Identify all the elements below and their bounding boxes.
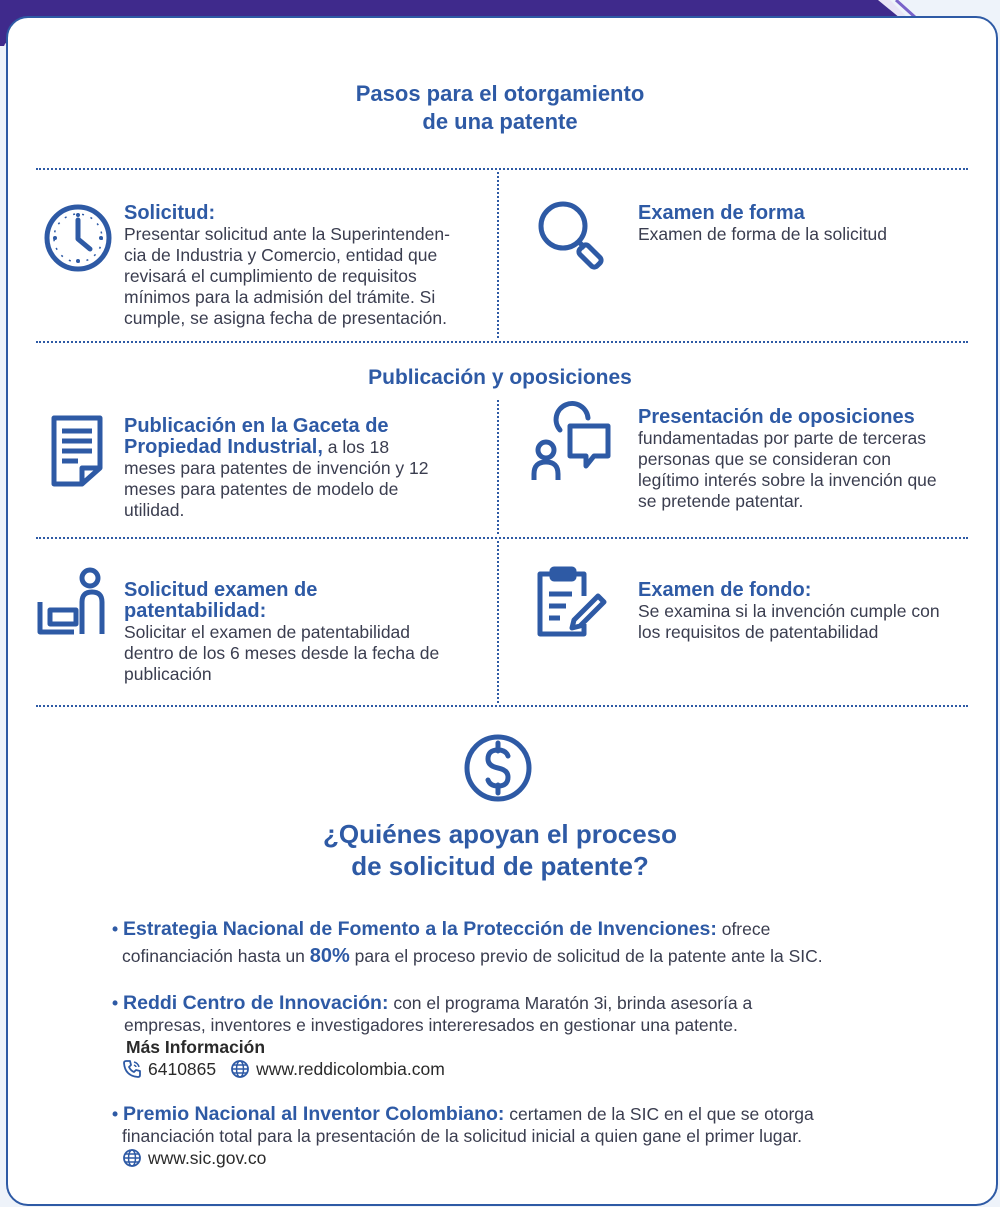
page-title-line2: de una patente bbox=[422, 109, 578, 134]
step-text-line: dentro de los 6 meses desde la fecha de bbox=[124, 643, 440, 663]
step-heading: Solicitud examen de bbox=[124, 579, 318, 601]
web-link[interactable] bbox=[122, 1147, 266, 1169]
step-heading: Examen de forma bbox=[638, 202, 805, 224]
step-heading: patentabilidad: bbox=[124, 600, 267, 622]
divider bbox=[36, 537, 968, 539]
percentage-highlight: 80% bbox=[309, 945, 350, 967]
step-text-line: publicación bbox=[124, 664, 212, 684]
phone-number: 6410865 bbox=[148, 1059, 217, 1079]
step-heading: Publicación en la Gaceta de bbox=[124, 415, 389, 437]
web-link[interactable] bbox=[230, 1058, 445, 1080]
clock-icon bbox=[42, 202, 114, 274]
step-text-line: cia de Industria y Comercio, entidad que bbox=[124, 245, 438, 265]
bullet: • bbox=[112, 919, 119, 939]
section-title: Publicación y oposiciones bbox=[368, 366, 632, 389]
divider-vertical bbox=[497, 172, 499, 338]
divider-vertical bbox=[497, 541, 499, 703]
step-text-line: personas que se consideran con bbox=[638, 449, 891, 469]
supporter-name: Reddi Centro de Innovación: bbox=[123, 992, 389, 1014]
magnifier-icon bbox=[535, 198, 611, 274]
step-heading: Presentación de oposiciones bbox=[638, 406, 915, 428]
people-chat-icon bbox=[530, 400, 614, 484]
step-text-line: cumple, se asigna fecha de presentación. bbox=[124, 308, 447, 328]
bullet: • bbox=[112, 1104, 119, 1124]
globe-icon bbox=[230, 1059, 250, 1079]
step-text-inline: a los 18 bbox=[322, 437, 390, 457]
web-url[interactable]: www.reddicolombia.com bbox=[256, 1059, 445, 1079]
step-text-line: fundamentadas por parte de terceras bbox=[638, 428, 926, 448]
supporter-name: Estrategia Nacional de Fomento a la Protección de Invenciones: bbox=[123, 918, 717, 940]
support-title-line2: de solicitud de patente? bbox=[351, 851, 649, 881]
supporter-text: cofinanciación hasta un bbox=[122, 946, 310, 966]
step-text-line: se pretende patentar. bbox=[638, 491, 804, 511]
phone-icon bbox=[122, 1059, 142, 1079]
phone-contact bbox=[122, 1058, 216, 1080]
supporter-text: con el programa Maratón 3i, brinda asesoría a bbox=[388, 993, 753, 1013]
step-heading: Solicitud: bbox=[124, 202, 216, 224]
dollar-icon bbox=[462, 732, 534, 804]
web-url[interactable]: www.sic.gov.co bbox=[148, 1148, 267, 1168]
divider-vertical bbox=[497, 400, 499, 534]
step-text-line: meses para patentes de invención y 12 bbox=[124, 458, 429, 478]
supporter-name: Premio Nacional al Inventor Colombiano: bbox=[123, 1103, 505, 1125]
supporter-text: certamen de la SIC en el que se otorga bbox=[504, 1104, 814, 1124]
step-text-line: mínimos para la admisión del trámite. Si bbox=[124, 287, 436, 307]
step-text-line: utilidad. bbox=[124, 500, 185, 520]
divider bbox=[36, 168, 968, 170]
step-text-line: legítimo interés sobre la invención que bbox=[638, 470, 937, 490]
page-title-line1: Pasos para el otorgamiento bbox=[355, 81, 645, 106]
supporter-estrategia bbox=[112, 918, 972, 967]
step-heading: Propiedad Industrial, bbox=[124, 436, 323, 458]
bullet: • bbox=[112, 993, 119, 1013]
supporter-text: financiación total para la presentación de la solicitud inicial a quien gane el primer lugar. bbox=[122, 1126, 802, 1146]
person-desk-icon bbox=[36, 566, 108, 638]
clipboard-pencil-icon bbox=[536, 566, 608, 638]
step-text-line: Examen de forma de la solicitud bbox=[638, 224, 888, 244]
step-text-line: meses para patentes de modelo de bbox=[124, 479, 399, 499]
supporter-text: para el proceso previo de solicitud de la patente ante la SIC. bbox=[349, 946, 823, 966]
divider bbox=[36, 341, 968, 343]
step-text-line: los requisitos de patentabilidad bbox=[638, 622, 879, 642]
step-text-line: Presentar solicitud ante la Superintenden- bbox=[124, 224, 450, 244]
globe-icon bbox=[122, 1148, 142, 1168]
support-title bbox=[0, 818, 1000, 882]
step-text-line: revisará el cumplimiento de requisitos bbox=[124, 266, 417, 286]
supporter-premio bbox=[112, 1103, 982, 1173]
step-text-line: Solicitar el examen de patentabilidad bbox=[124, 622, 411, 642]
page-title bbox=[0, 80, 1000, 136]
support-title-line1: ¿Quiénes apoyan el proceso bbox=[323, 819, 677, 849]
divider bbox=[36, 705, 968, 707]
step-text-line: Se examina si la invención cumple con bbox=[638, 601, 940, 621]
more-info-label: Más Información bbox=[126, 1037, 266, 1057]
document-icon bbox=[50, 414, 104, 488]
supporter-text: empresas, inventores e investigadores intereresados en gestionar una patente. bbox=[124, 1015, 738, 1035]
step-heading: Examen de fondo: bbox=[638, 579, 812, 601]
supporter-reddi bbox=[112, 992, 972, 1080]
supporter-text: ofrece bbox=[716, 919, 771, 939]
